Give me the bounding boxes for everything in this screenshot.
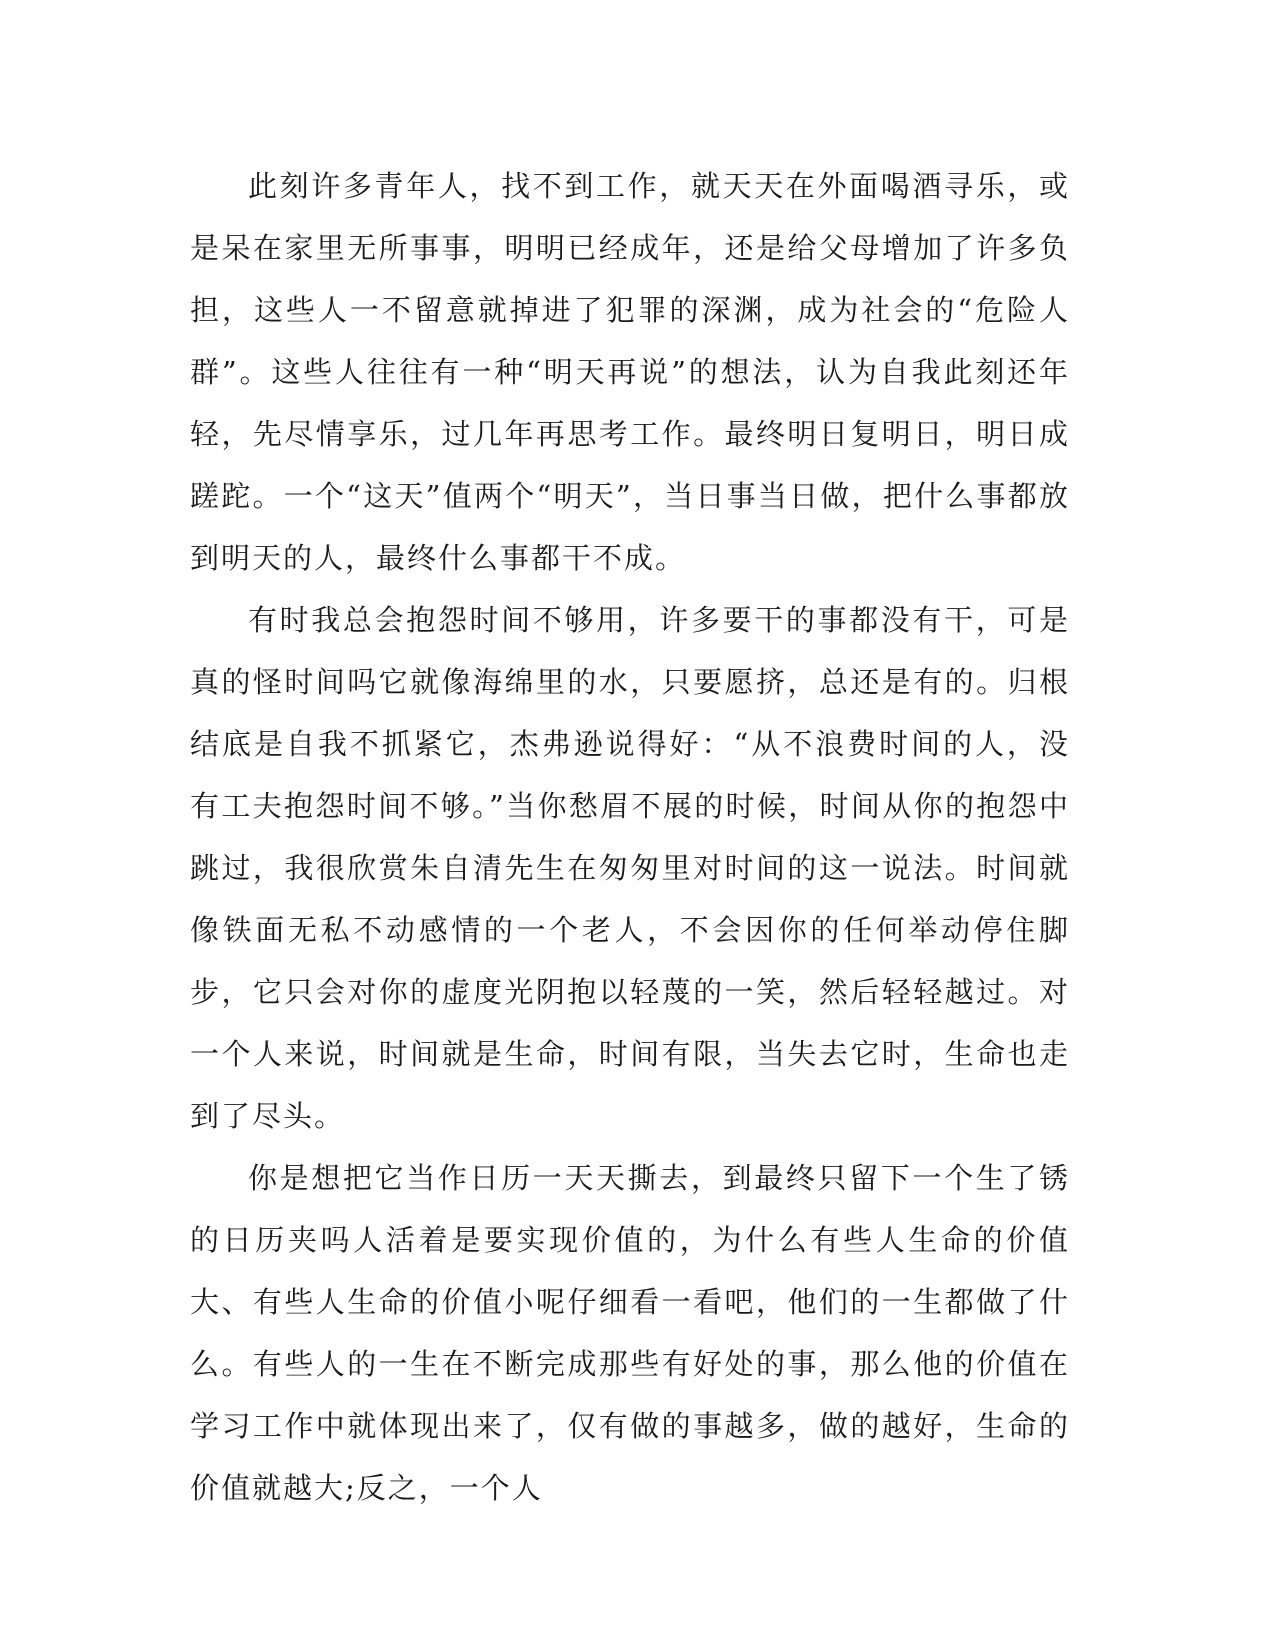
paragraph-3: 你是想把它当作日历一天天撕去，到最终只留下一个生了锈的日历夹吗人活着是要实现价值的，为什么有些人生命的价值大、有些人生命的价值小呢仔细看一看吧，他们的一生都做了什么。有些人的一生在不断完成那些有好处的事，那么他的价值在学习工作中就体现出来了，仅有做的事越多，做的越好，生命的价值就越大;反之，一个人 [190, 1161, 1070, 1505]
document-body [190, 155, 1070, 1519]
paragraph-1: 此刻许多青年人，找不到工作，就天天在外面喝酒寻乐，或是呆在家里无所事事，明明已经成年，还是给父母增加了许多负担，这些人一不留意就掉进了犯罪的深渊，成为社会的“危险人群”。这些人往往有一种“明天再说”的想法，认为自我此刻还年轻，先尽情享乐，过几年再思考工作。最终明日复明日，明日成蹉跎。一个“这天”值两个“明天”，当日事当日做，把什么事都放到明天的人，最终什么事都干不成。 [190, 169, 1070, 575]
paragraph-2: 有时我总会抱怨时间不够用，许多要干的事都没有干，可是真的怪时间吗它就像海绵里的水，只要愿挤，总还是有的。归根结底是自我不抓紧它，杰弗逊说得好：“从不浪费时间的人，没有工夫抱怨时间不够。”当你愁眉不展的时候，时间从你的抱怨中跳过，我很欣赏朱自清先生在匆匆里对时间的这一说法。时间就像铁面无私不动感情的一个老人，不会因你的任何举动停住脚步，它只会对你的虚度光阴抱以轻蔑的一笑，然后轻轻越过。对一个人来说，时间就是生命，时间有限，当失去它时，生命也走到了尽头。 [190, 603, 1070, 1133]
